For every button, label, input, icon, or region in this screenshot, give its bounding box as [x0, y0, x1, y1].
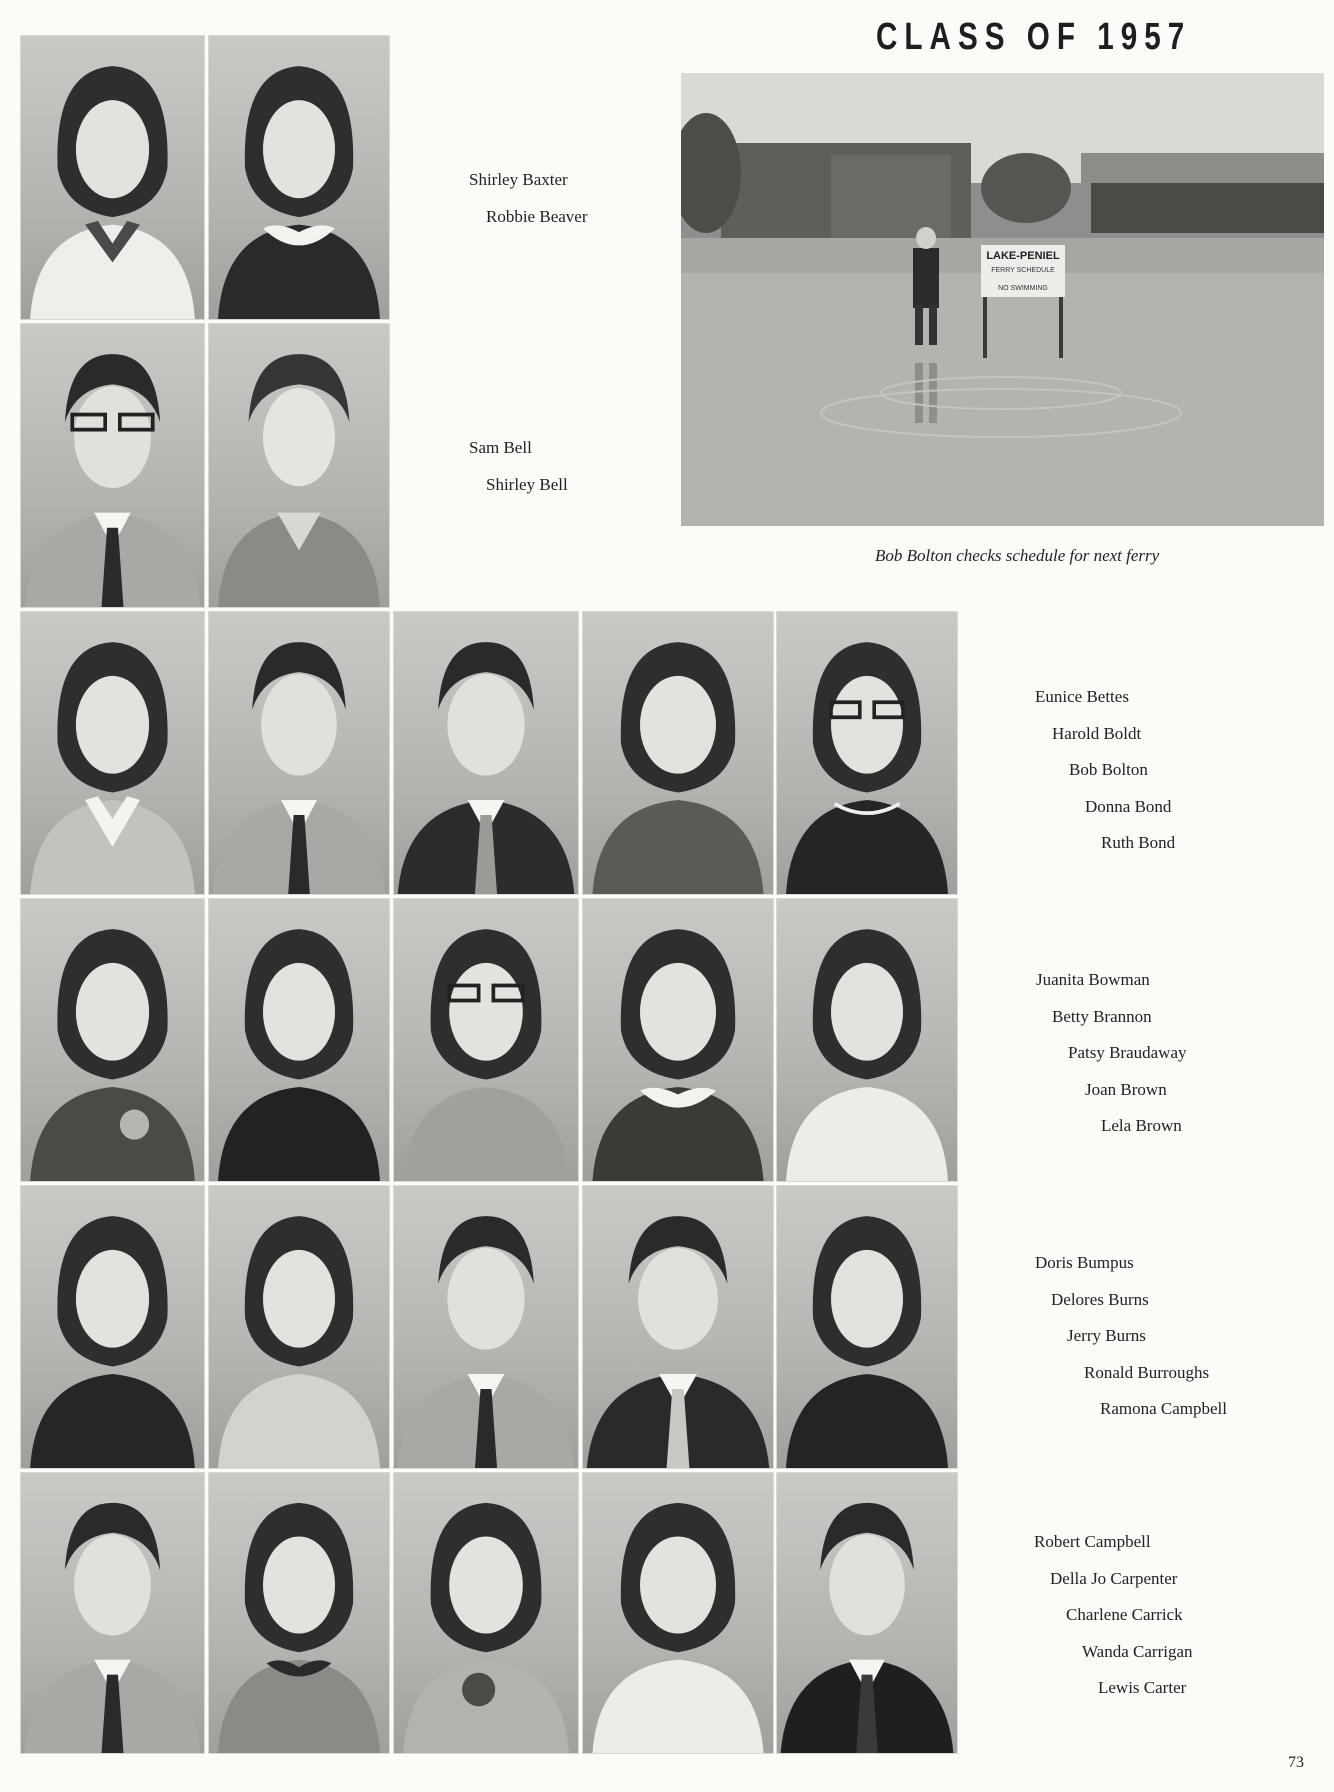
portrait-ruth-bond: [776, 611, 958, 895]
name-shirley-bell: Shirley Bell: [486, 474, 568, 494]
portrait-eunice-bettes: [20, 611, 205, 895]
name-shirley-baxter: Shirley Baxter: [469, 170, 568, 189]
portrait-della-jo-carpenter: [208, 1472, 390, 1754]
name-wanda-carrigan: Wanda Carrigan: [1082, 1641, 1193, 1661]
flood-photo: [681, 73, 1324, 526]
portrait-charlene-carrick: [393, 1472, 579, 1754]
portrait-shirley-baxter: [20, 35, 205, 320]
names-group-3: [1035, 679, 1175, 862]
name-delores-burns: Delores Burns: [1051, 1289, 1149, 1309]
name-patsy-braudaway: Patsy Braudaway: [1068, 1043, 1187, 1062]
portrait-betty-brannon: [208, 898, 390, 1182]
name-lela-brown: Lela Brown: [1101, 1116, 1182, 1135]
portrait-patsy-braudaway: [393, 898, 579, 1182]
portrait-robbie-beaver: [208, 35, 390, 320]
portrait-doris-bumpus: [20, 1185, 205, 1469]
name-donna-bond: Donna Bond: [1085, 796, 1172, 816]
portrait-shirley-bell: [208, 323, 390, 608]
sign-line-3: NO SWIMMING: [998, 285, 1048, 292]
names-group-2: [469, 430, 568, 503]
portrait-lela-brown: [776, 898, 958, 1182]
page-number: 73: [1288, 1754, 1304, 1771]
portrait-ronald-burroughs: [582, 1185, 774, 1469]
name-charlene-carrick: Charlene Carrick: [1066, 1605, 1183, 1624]
portrait-joan-brown: [582, 898, 774, 1182]
portrait-juanita-bowman: [20, 898, 205, 1182]
portrait-lewis-carter: [776, 1472, 958, 1754]
sign-line-2: FERRY SCHEDULE: [991, 267, 1055, 274]
name-eunice-bettes: Eunice Bettes: [1035, 687, 1129, 706]
photo-caption: Bob Bolton checks schedule for next ferry: [875, 546, 1160, 565]
portrait-bob-bolton: [393, 611, 579, 895]
portrait-wanda-carrigan: [582, 1472, 774, 1754]
sign-line-1: LAKE-PENIEL: [986, 250, 1060, 262]
portrait-jerry-burns: [393, 1185, 579, 1469]
page-title: CLASS OF 1957: [876, 16, 1192, 58]
portrait-donna-bond: [582, 611, 774, 895]
portrait-sam-bell: [20, 323, 205, 608]
name-harold-boldt: Harold Boldt: [1052, 723, 1142, 743]
name-ramona-campbell: Ramona Campbell: [1100, 1399, 1228, 1418]
name-jerry-burns: Jerry Burns: [1067, 1326, 1146, 1345]
name-robert-campbell: Robert Campbell: [1034, 1532, 1151, 1551]
name-betty-brannon: Betty Brannon: [1052, 1006, 1152, 1026]
portrait-robert-campbell: [20, 1472, 205, 1754]
names-group-4: [1036, 962, 1187, 1145]
name-sam-bell: Sam Bell: [469, 438, 532, 457]
name-ruth-bond: Ruth Bond: [1101, 833, 1176, 852]
name-della-jo-carpenter: Della Jo Carpenter: [1050, 1568, 1178, 1588]
name-lewis-carter: Lewis Carter: [1098, 1678, 1187, 1697]
names-group-6: [1034, 1524, 1193, 1707]
portrait-harold-boldt: [208, 611, 390, 895]
names-group-5: [1035, 1245, 1227, 1428]
name-robbie-beaver: Robbie Beaver: [486, 206, 588, 226]
name-juanita-bowman: Juanita Bowman: [1036, 970, 1150, 989]
portrait-ramona-campbell: [776, 1185, 958, 1469]
names-group-1: [469, 162, 588, 235]
name-doris-bumpus: Doris Bumpus: [1035, 1253, 1134, 1272]
name-bob-bolton: Bob Bolton: [1069, 760, 1148, 779]
portrait-delores-burns: [208, 1185, 390, 1469]
name-ronald-burroughs: Ronald Burroughs: [1084, 1362, 1210, 1382]
name-joan-brown: Joan Brown: [1085, 1079, 1167, 1099]
